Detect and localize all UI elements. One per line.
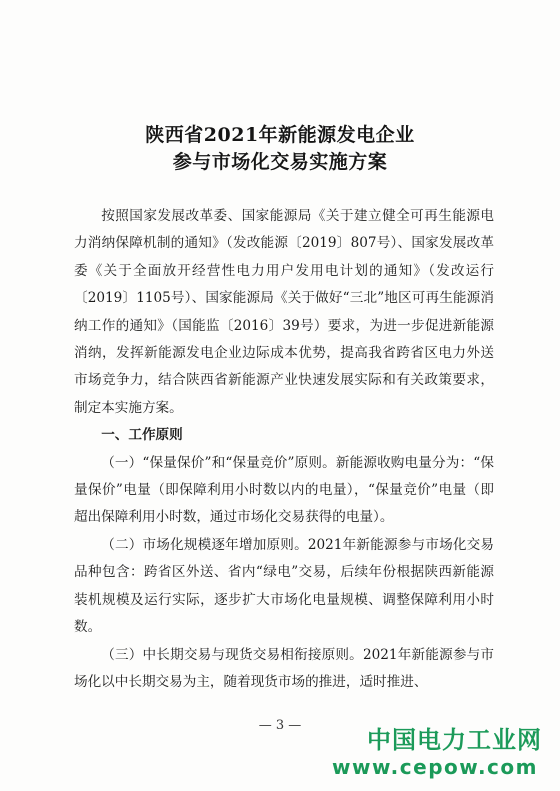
principle-paragraph-1: （一）“保量保价”和“保量竞价”原则。新能源收购电量分为：“保量保价”电量（即保障利用小时数以内的电量），“保量竞价”电量（即超出保障利用小时数，通过市场化交易获得的电量）。: [74, 454, 494, 526]
section-heading-work-principles: 一、工作原则: [101, 427, 183, 444]
document-title-line-2: 参与市场化交易实施方案: [172, 151, 388, 173]
document-title-line-1: 陕西省2021年新能源发电企业: [145, 124, 415, 146]
watermark-site-name: 中国电力工业网: [367, 726, 542, 754]
document-body: [74, 203, 494, 696]
principle-paragraph-3: （三）中长期交易与现货交易相衔接原则。2021年新能源参与市场化以中长期交易为主，随着现货市场的推进，适时推进、: [74, 646, 494, 690]
intro-paragraph: 按照国家发展改革委、国家能源局《关于建立健全可再生能源电力消纳保障机制的通知》（发改能源〔2019〕807号）、国家发展改革委《关于全面放开经营性电力用户发用电计划的通知》（发改运行〔2019〕1105号）、国家能源局《关于做好“三北”地区可再生能源消纳工作的通知》（国能监〔2016〕39号）要求，为进一步促进新能源消纳，发挥新能源发电企业边际成本优势，提高我省跨省区电力外送市场竞争力，结合陕西省新能源产业快速发展实际和有关政策要求，制定本实施方案。: [74, 208, 494, 416]
page-number: — 3 —: [258, 718, 302, 733]
principle-paragraph-2: （二）市场化规模逐年增加原则。2021年新能源参与市场化交易品种包含：跨省区外送、省内“绿电”交易，后续年份根据陕西新能源装机规模及运行实际，逐步扩大市场化电量规模、调整保障利用小时数。: [74, 536, 494, 636]
watermark-site-url: www.cepow.com: [332, 755, 538, 779]
